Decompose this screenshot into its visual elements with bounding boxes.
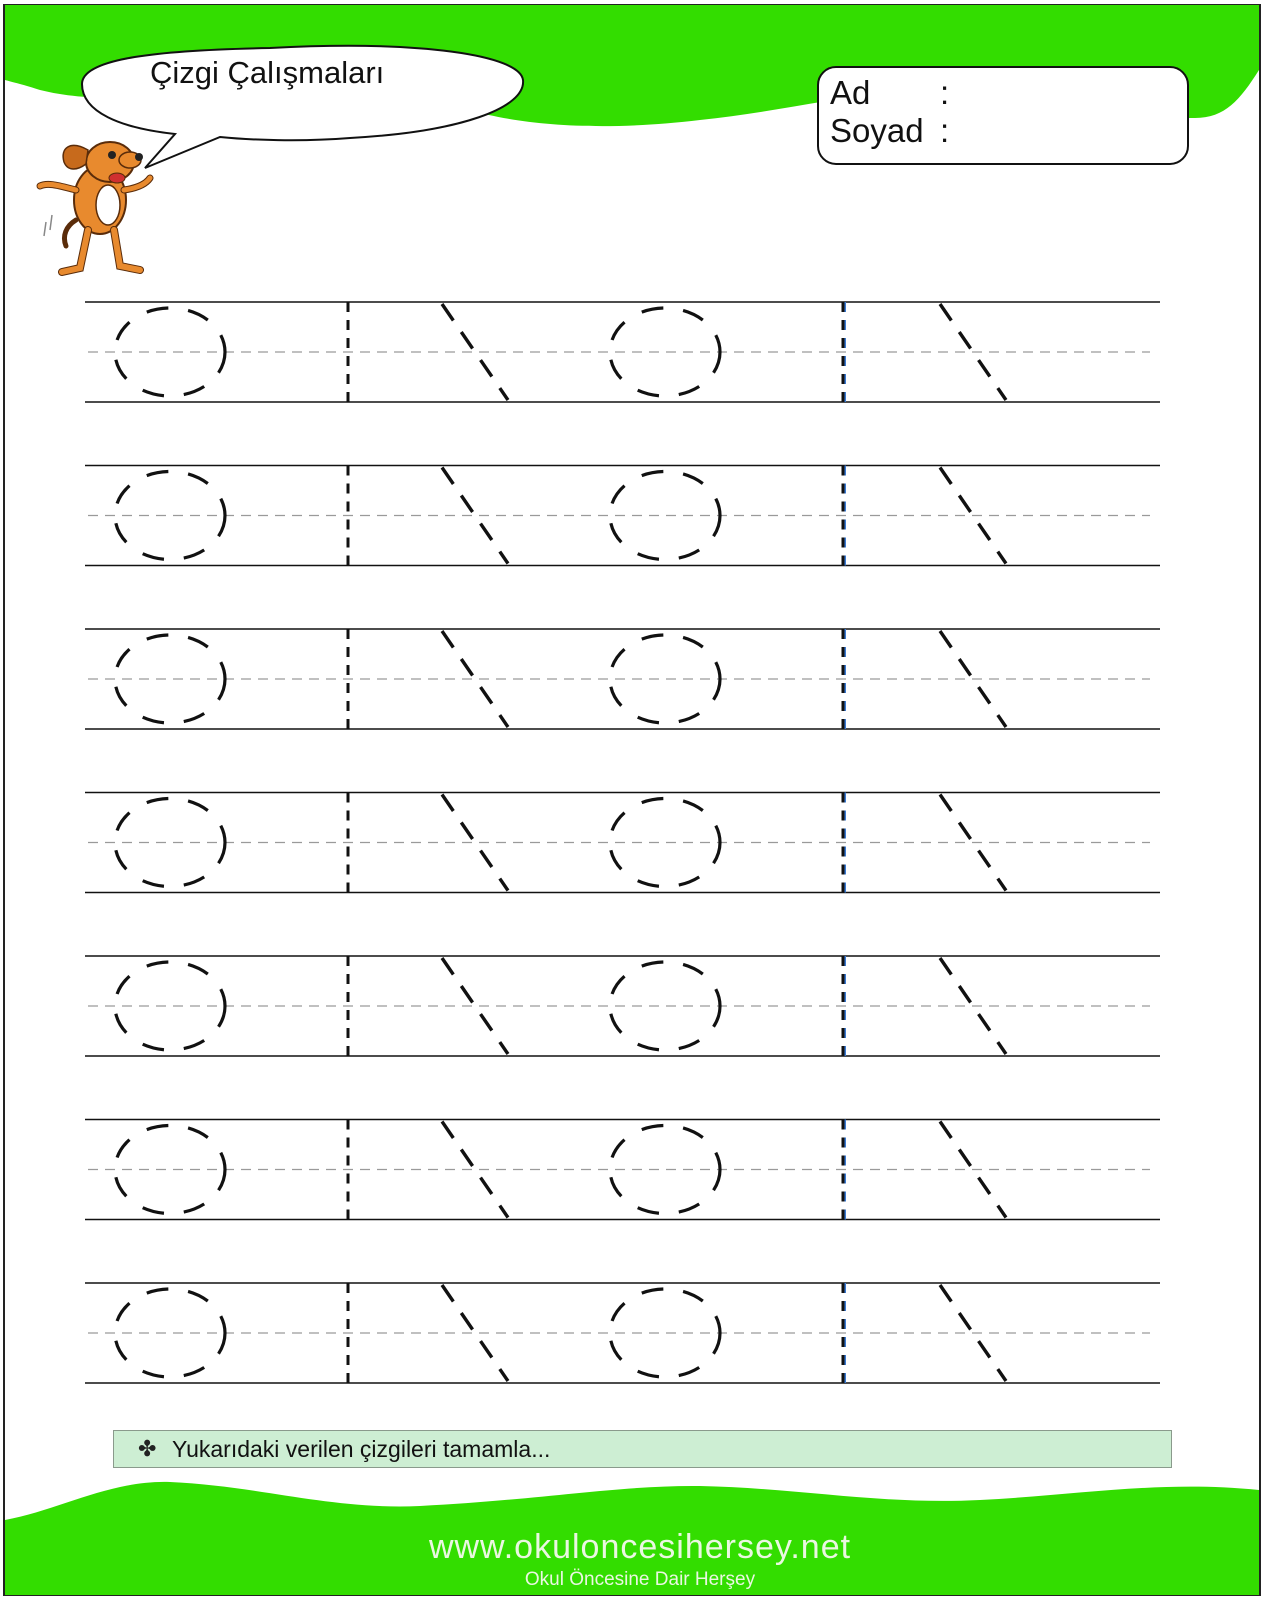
instruction-bar <box>113 1430 1172 1468</box>
flower-icon: ✤ <box>138 1437 157 1462</box>
instruction-text: Yukarıdaki verilen çizgileri tamamla... <box>172 1436 551 1462</box>
footer-url: www.okuloncesihersey.net <box>428 1528 852 1566</box>
footer-subtitle: Okul Öncesine Dair Herşey <box>524 1569 756 1590</box>
page-border <box>4 5 1260 1595</box>
name-label: Ad <box>830 74 871 111</box>
surname-colon: : <box>940 112 950 149</box>
name-colon: : <box>940 74 950 111</box>
worksheet-title: Çizgi Çalışmaları <box>150 55 385 90</box>
surname-label: Soyad <box>830 112 924 149</box>
